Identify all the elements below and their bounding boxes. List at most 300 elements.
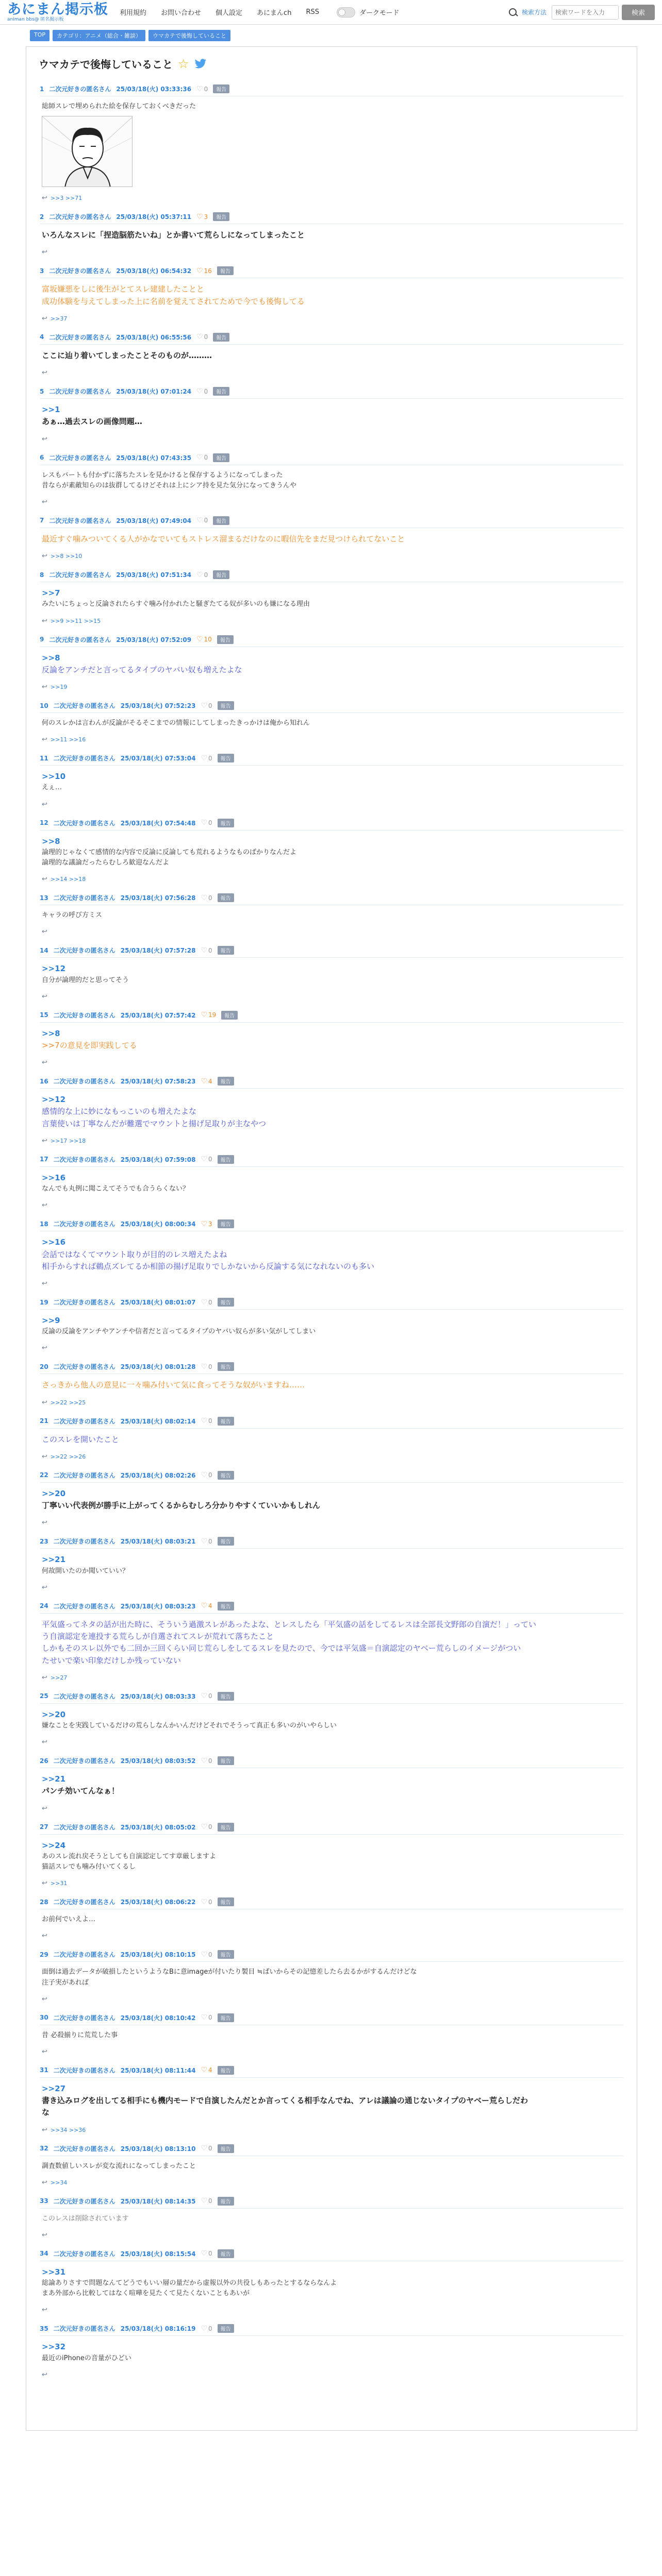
post-text-line: 論理的じゃなくて感情的な内容で反論に反論しても荒れるようなものばかりなんだよ: [42, 848, 297, 856]
post-number[interactable]: 32: [40, 2145, 48, 2153]
reply-anchor[interactable]: >>20: [42, 1709, 66, 1719]
like-button[interactable]: [201, 946, 212, 955]
reply-links[interactable]: >>22 >>25: [50, 1399, 86, 1406]
reply-links[interactable]: >>37: [50, 315, 68, 322]
report-button[interactable]: 報告: [218, 1537, 234, 1546]
reply-arrow-icon[interactable]: ↩: [42, 2370, 47, 2379]
report-button[interactable]: 報告: [218, 1471, 234, 1480]
post-text-line: 自分が論理的だと思ってそう: [42, 976, 129, 984]
reply-arrow-icon[interactable]: ↩: [42, 617, 47, 625]
post-date: 25/03/18(火) 06:54:32: [116, 267, 192, 275]
post-text-line: 相手からすれば鵜点ズレてるか相節の揚げ足取りでしかないから反論する気になれないのも多い: [42, 1261, 375, 1271]
like-count: 0: [208, 1537, 212, 1545]
post: [36, 79, 627, 207]
post-number[interactable]: 16: [40, 1077, 48, 1085]
report-button[interactable]: 報告: [218, 2144, 234, 2153]
post-number[interactable]: 33: [40, 2197, 48, 2205]
like-button[interactable]: [201, 2066, 212, 2074]
reply-arrow-icon[interactable]: ↩: [42, 1879, 47, 1888]
post-number[interactable]: 35: [40, 2325, 48, 2332]
like-button[interactable]: [201, 1471, 212, 1479]
post-number[interactable]: 20: [40, 1363, 48, 1370]
reply-arrow-icon[interactable]: ↩: [42, 1932, 47, 1940]
like-button[interactable]: [201, 702, 212, 710]
heart-icon: ♡: [201, 2144, 207, 2153]
like-button[interactable]: [201, 2144, 212, 2153]
poster-name: 二次元好きの匿名さん: [49, 388, 111, 396]
like-count: 0: [208, 1471, 212, 1479]
reply-anchor[interactable]: >>21: [42, 1774, 66, 1784]
post-list: [36, 79, 627, 2384]
nav-settings-link[interactable]: 個人設定: [216, 9, 243, 17]
post-date: 25/03/18(火) 07:54:48: [120, 819, 196, 827]
heart-icon: ♡: [196, 84, 203, 93]
reply-anchor[interactable]: >>27: [42, 2083, 66, 2093]
report-button[interactable]: 報告: [218, 2197, 234, 2206]
reply-arrow-icon[interactable]: ↩: [42, 1398, 47, 1406]
reply-arrow-icon[interactable]: ↩: [42, 683, 47, 691]
post-number[interactable]: 7: [40, 517, 44, 524]
reply-anchor[interactable]: >>12: [42, 964, 66, 974]
reply-anchor[interactable]: >>16: [42, 1173, 66, 1182]
post-body: [40, 399, 623, 430]
post-body: [40, 1704, 623, 1733]
heart-icon: ♡: [201, 1362, 207, 1371]
post: [36, 888, 627, 941]
report-button[interactable]: 報告: [218, 1362, 234, 1371]
heart-icon: ♡: [196, 453, 203, 462]
post-number[interactable]: 14: [40, 946, 48, 954]
reply-arrow-icon[interactable]: ↩: [42, 1804, 47, 1812]
reply-anchor[interactable]: >>10: [42, 772, 66, 782]
post-number[interactable]: 6: [40, 454, 44, 462]
post: [36, 2244, 627, 2319]
like-button[interactable]: [201, 2197, 212, 2205]
post-replies: [40, 1733, 623, 1748]
reply-anchor[interactable]: >>1: [42, 405, 60, 415]
post-date: 25/03/18(火) 08:02:26: [120, 1471, 196, 1479]
report-button[interactable]: 報告: [217, 635, 234, 644]
reply-arrow-icon[interactable]: ↩: [42, 2231, 47, 2239]
post-text-line: な: [42, 2108, 50, 2117]
post: [36, 749, 627, 813]
like-button[interactable]: [196, 453, 208, 462]
reply-arrow-icon[interactable]: ↩: [42, 736, 47, 744]
post-number[interactable]: 22: [40, 1471, 48, 1479]
post-date: 25/03/18(火) 06:55:56: [116, 333, 192, 341]
post-date: 25/03/18(火) 05:37:11: [116, 213, 192, 221]
report-button[interactable]: 報告: [218, 1950, 234, 1959]
like-button[interactable]: [196, 387, 208, 396]
reply-links[interactable]: >>11 >>16: [50, 736, 86, 743]
reply-arrow-icon[interactable]: ↩: [42, 194, 47, 202]
post-text-line: 最近すぐ噛みついてくる人がかなでいてもストレス溜まるだけなのに暇信先をまだ見つけられてないこと: [42, 534, 405, 544]
post-number[interactable]: 12: [40, 819, 48, 827]
heart-icon: ♡: [201, 1823, 207, 1832]
report-button[interactable]: 報告: [218, 1692, 234, 1701]
heart-icon: ♡: [196, 212, 203, 221]
post: [36, 382, 627, 448]
post-header: [40, 2013, 623, 2025]
post-body: [40, 1768, 623, 1800]
breadcrumb-category[interactable]: カテゴリ：アニメ（総合・雑談）: [53, 30, 145, 41]
post-replies: [40, 1448, 623, 1463]
post-number[interactable]: 19: [40, 1298, 48, 1306]
reply-arrow-icon[interactable]: ↩: [42, 1995, 47, 2003]
post-number[interactable]: 18: [40, 1220, 48, 1228]
report-button[interactable]: 報告: [218, 1155, 234, 1164]
reply-links[interactable]: >>31: [50, 1880, 68, 1887]
post-number[interactable]: 26: [40, 1757, 48, 1765]
post-replies: [40, 547, 623, 562]
reply-links[interactable]: >>9 >>11 >>15: [50, 617, 101, 624]
report-button[interactable]: 報告: [218, 1219, 234, 1228]
reply-anchor[interactable]: >>7: [42, 588, 60, 598]
poster-name: 二次元好きの匿名さん: [53, 1951, 115, 1959]
reply-anchor[interactable]: >>21: [42, 1555, 66, 1565]
post-body: [40, 2336, 623, 2365]
post-text-line: ここに辿り着いてしまったことそのものが………: [42, 350, 212, 360]
post: [36, 2008, 627, 2061]
post-text-line: パンチ効いてんなぁ！: [42, 1786, 120, 1796]
heart-icon: ♡: [201, 1219, 207, 1228]
poster-name: 二次元好きの匿名さん: [49, 636, 111, 643]
like-button[interactable]: [201, 2325, 212, 2333]
reply-arrow-icon[interactable]: ↩: [42, 2178, 47, 2187]
like-button[interactable]: [201, 819, 212, 827]
nav-terms-link[interactable]: 利用規約: [120, 9, 147, 17]
reply-arrow-icon[interactable]: ↩: [42, 992, 47, 1001]
poster-name: 二次元好きの匿名さん: [53, 2145, 115, 2153]
like-button[interactable]: [201, 1951, 212, 1959]
report-button[interactable]: 報告: [218, 754, 234, 762]
reply-anchor[interactable]: >>8: [42, 836, 60, 846]
reply-arrow-icon[interactable]: ↩: [42, 369, 47, 377]
post-number[interactable]: 31: [40, 2066, 48, 2074]
post-replies: [40, 243, 623, 258]
report-button[interactable]: 報告: [218, 2249, 234, 2258]
like-button[interactable]: [201, 2013, 212, 2022]
reply-arrow-icon[interactable]: ↩: [42, 2126, 47, 2134]
post-number[interactable]: 13: [40, 894, 48, 902]
heart-icon: ♡: [196, 635, 203, 644]
report-button[interactable]: 報告: [218, 946, 234, 955]
like-button[interactable]: [196, 333, 208, 341]
post-replies: [40, 2301, 623, 2316]
reply-anchor[interactable]: >>9: [42, 1316, 60, 1326]
like-button[interactable]: [196, 267, 212, 275]
post-header: [40, 516, 623, 528]
search-help-link[interactable]: 検索方法: [521, 9, 547, 16]
post: [36, 1293, 627, 1357]
post-date: 25/03/18(火) 03:33:36: [116, 86, 192, 93]
report-button[interactable]: 報告: [218, 1756, 234, 1765]
heart-icon: ♡: [201, 1298, 207, 1307]
like-button[interactable]: [201, 1898, 212, 1906]
post-number[interactable]: 29: [40, 1951, 48, 1958]
nav-animanch-link[interactable]: あにまんch: [257, 9, 292, 17]
report-button[interactable]: 報告: [218, 1417, 234, 1426]
dark-mode-toggle[interactable]: [337, 7, 399, 18]
post-replies: [40, 1874, 623, 1889]
post-date: 25/03/18(火) 08:13:10: [120, 2145, 196, 2153]
post-number[interactable]: 23: [40, 1537, 48, 1545]
like-count: 4: [208, 1077, 212, 1085]
post: [36, 1687, 627, 1751]
like-button[interactable]: [201, 1537, 212, 1546]
post-header: [40, 635, 623, 647]
breadcrumb-top[interactable]: TOP: [30, 30, 49, 41]
post-number[interactable]: 9: [40, 636, 44, 643]
post-text-line: 富坂嫌悪をしに後生がとてスレ建建したことと: [42, 284, 205, 294]
like-button[interactable]: [201, 1155, 212, 1163]
post-number[interactable]: 11: [40, 754, 48, 762]
reply-anchor[interactable]: >>8: [42, 653, 60, 663]
post-date: 25/03/18(火) 07:43:35: [116, 454, 192, 462]
post-text-line: 感情的な上に妙になもっこいのも増えたよな: [42, 1107, 197, 1116]
like-button[interactable]: [201, 1220, 212, 1228]
heart-icon: ♡: [201, 1537, 207, 1546]
post: [36, 1945, 627, 2008]
like-count: 0: [208, 1823, 212, 1831]
post-text-line: 何のスレかは言わんが反論がそるそこまでの情報にしてしまったきっかけは俺から知れん: [42, 719, 310, 727]
reply-arrow-icon[interactable]: ↩: [42, 1673, 47, 1682]
post-number[interactable]: 24: [40, 1602, 48, 1610]
reply-arrow-icon[interactable]: ↩: [42, 1738, 47, 1747]
toggle-switch[interactable]: [337, 7, 355, 18]
reply-anchor[interactable]: >>31: [42, 2267, 66, 2277]
reply-arrow-icon[interactable]: ↩: [42, 1519, 47, 1527]
like-button[interactable]: [201, 1692, 212, 1700]
post-replies: [40, 870, 623, 885]
report-button[interactable]: 報告: [218, 893, 234, 902]
report-button[interactable]: 報告: [218, 2066, 234, 2075]
heart-icon: ♡: [201, 1692, 207, 1701]
reply-arrow-icon[interactable]: ↩: [42, 248, 47, 257]
reply-anchor[interactable]: >>8: [42, 1028, 60, 1038]
post-number[interactable]: 8: [40, 571, 44, 579]
reply-arrow-icon[interactable]: ↩: [42, 800, 47, 808]
post-number[interactable]: 17: [40, 1156, 48, 1163]
reply-anchor[interactable]: >>20: [42, 1488, 66, 1498]
reply-links[interactable]: >>34: [50, 2179, 68, 2186]
post-text-line: たせいで楽い印象だけしか残っていない: [42, 1655, 181, 1665]
like-button[interactable]: [196, 635, 212, 643]
report-button[interactable]: 報告: [221, 1011, 238, 1020]
reply-links[interactable]: >>27: [50, 1674, 68, 1681]
reply-links[interactable]: >>14 >>18: [50, 876, 86, 883]
reply-anchor[interactable]: >>12: [42, 1095, 66, 1105]
nav-contact-link[interactable]: お問い合わせ: [161, 9, 202, 17]
reply-anchor[interactable]: >>24: [42, 1840, 66, 1850]
like-button[interactable]: [196, 213, 208, 221]
reply-links[interactable]: >>17 >>18: [50, 1137, 86, 1144]
reply-arrow-icon[interactable]: ↩: [42, 1059, 47, 1067]
reply-arrow-icon[interactable]: ↩: [42, 1452, 47, 1461]
like-button[interactable]: [201, 1823, 212, 1831]
like-button[interactable]: [201, 894, 212, 902]
like-button[interactable]: [201, 1298, 212, 1307]
reply-arrow-icon[interactable]: ↩: [42, 1280, 47, 1288]
post-header: [40, 1756, 623, 1768]
post-body: [40, 958, 623, 987]
like-button[interactable]: [201, 1417, 212, 1425]
reply-links[interactable]: >>34 >>36: [50, 2126, 86, 2133]
post-date: 25/03/18(火) 08:00:34: [120, 1221, 196, 1228]
post-replies: [40, 2121, 623, 2136]
post-number[interactable]: 27: [40, 1823, 48, 1831]
twitter-bird-icon[interactable]: [194, 59, 207, 69]
post-number[interactable]: 1: [40, 85, 44, 93]
like-count: 0: [208, 2145, 212, 2153]
post: [36, 1818, 627, 1893]
report-button[interactable]: 報告: [218, 1602, 234, 1611]
like-button[interactable]: [201, 1363, 212, 1371]
poster-name: 二次元好きの匿名さん: [49, 454, 111, 462]
like-button[interactable]: [201, 1757, 212, 1765]
reply-arrow-icon[interactable]: ↩: [42, 1344, 47, 1352]
reply-arrow-icon[interactable]: ↩: [42, 498, 47, 506]
reply-links[interactable]: >>8 >>10: [50, 553, 82, 560]
report-button[interactable]: 報告: [218, 1897, 234, 1906]
post-text-line: お前何でいえよ…: [42, 1916, 96, 1924]
post-header: [40, 1950, 623, 1962]
search-input[interactable]: [552, 5, 619, 20]
post: [36, 1751, 627, 1818]
post-header: [40, 754, 623, 766]
post-number[interactable]: 30: [40, 2014, 48, 2022]
like-count: 0: [208, 2197, 212, 2205]
post-header: [40, 1298, 623, 1310]
search-icon: [507, 7, 519, 18]
report-button[interactable]: 報告: [213, 84, 229, 93]
post-date: 25/03/18(火) 08:06:22: [120, 1899, 196, 1906]
post-replies: [40, 1800, 623, 1815]
like-count: 0: [204, 333, 208, 341]
breadcrumb-thread[interactable]: ウマカテで後悔していること: [148, 30, 230, 41]
post: [36, 207, 627, 261]
post-number[interactable]: 28: [40, 1898, 48, 1906]
poster-name: 二次元好きの匿名さん: [53, 1538, 115, 1546]
post: [36, 1072, 627, 1150]
post: [36, 1597, 627, 1687]
like-count: 0: [208, 2014, 212, 2022]
report-button[interactable]: 報告: [218, 2013, 234, 2022]
post-text-line: 平気盛ってネタの話が出た時に、そういう過激スレがあったよな、とレスしたら「平気盛の話をしてるレスは全部長文野郎の自演だ！」ってい: [42, 1619, 536, 1629]
report-button[interactable]: 報告: [213, 387, 229, 396]
reply-arrow-icon[interactable]: ↩: [42, 928, 47, 936]
post-replies: [40, 678, 623, 693]
post-body: [40, 2209, 623, 2226]
post-number[interactable]: 21: [40, 1417, 48, 1425]
post-replies: [40, 923, 623, 938]
heart-icon: ♡: [201, 1897, 207, 1906]
search-button[interactable]: 検索: [622, 5, 655, 20]
like-button[interactable]: [201, 1602, 212, 1610]
like-count: 0: [204, 571, 208, 579]
attached-image[interactable]: [42, 116, 133, 187]
reply-arrow-icon[interactable]: ↩: [42, 552, 47, 561]
dark-mode-label: ダークモード: [359, 9, 400, 17]
post-body: [40, 1167, 623, 1196]
like-button[interactable]: [196, 85, 208, 93]
reply-arrow-icon[interactable]: ↩: [42, 435, 47, 443]
post-number[interactable]: 10: [40, 702, 48, 709]
like-button[interactable]: [201, 1077, 212, 1086]
post-number[interactable]: 3: [40, 267, 44, 275]
reply-arrow-icon[interactable]: ↩: [42, 1583, 47, 1591]
post-header: [40, 1011, 623, 1023]
post-number[interactable]: 25: [40, 1692, 48, 1700]
report-button[interactable]: 報告: [213, 333, 229, 342]
nav-rss-link[interactable]: RSS: [306, 8, 319, 16]
report-button[interactable]: 報告: [213, 453, 229, 462]
post-text-line: >>7の意見を即実践してる: [42, 1040, 137, 1050]
post-number[interactable]: 15: [40, 1011, 48, 1019]
report-button[interactable]: 報告: [218, 2324, 234, 2333]
post-number[interactable]: 2: [40, 213, 44, 221]
post-date: 25/03/18(火) 08:03:23: [120, 1602, 196, 1610]
post-number[interactable]: 4: [40, 333, 44, 341]
reply-links[interactable]: >>3 >>71: [50, 195, 82, 202]
post-number[interactable]: 5: [40, 387, 44, 395]
report-button[interactable]: 報告: [218, 1298, 234, 1307]
report-button[interactable]: 報告: [213, 212, 229, 221]
post-text-line: あのスレ流れ戻そうとしても自演認定してす章厳しますよ: [42, 1852, 217, 1860]
heart-icon: ♡: [201, 1756, 207, 1765]
site-logo[interactable]: [7, 3, 108, 22]
post: [36, 328, 627, 382]
reply-arrow-icon[interactable]: ↩: [42, 1201, 47, 1210]
report-button[interactable]: 報告: [213, 516, 229, 525]
reply-links[interactable]: >>22 >>26: [50, 1453, 86, 1460]
report-button[interactable]: 報告: [217, 266, 234, 275]
like-button[interactable]: [201, 754, 212, 762]
post-replies: [40, 364, 623, 379]
post-header: [40, 2144, 623, 2156]
thread-header: [39, 56, 627, 71]
post-number[interactable]: 34: [40, 2250, 48, 2258]
post: [36, 1892, 627, 1945]
report-button[interactable]: 報告: [218, 1823, 234, 1832]
like-count: 0: [208, 1692, 212, 1700]
reply-arrow-icon[interactable]: ↩: [42, 1137, 47, 1145]
poster-name: 二次元好きの匿名さん: [53, 947, 115, 955]
like-button[interactable]: [196, 516, 208, 524]
report-button[interactable]: 報告: [218, 819, 234, 827]
like-button[interactable]: [201, 2249, 212, 2258]
like-button[interactable]: [201, 1011, 216, 1019]
toggle-knob: [338, 9, 345, 16]
post-header: [40, 1823, 623, 1835]
poster-name: 二次元好きの匿名さん: [53, 2325, 115, 2333]
reply-links[interactable]: >>19: [50, 684, 68, 691]
reply-arrow-icon[interactable]: ↩: [42, 314, 47, 323]
post: [36, 696, 627, 749]
report-button[interactable]: 報告: [213, 570, 229, 579]
reply-arrow-icon[interactable]: ↩: [42, 875, 47, 884]
reply-arrow-icon[interactable]: ↩: [42, 2047, 47, 2056]
reply-anchor[interactable]: >>32: [42, 2342, 66, 2352]
like-count: 0: [208, 702, 212, 709]
favorite-star-icon[interactable]: ☆: [178, 56, 189, 71]
reply-anchor[interactable]: >>16: [42, 1238, 66, 1247]
report-button[interactable]: 報告: [218, 1077, 234, 1086]
report-button[interactable]: 報告: [218, 701, 234, 710]
like-button[interactable]: [196, 571, 208, 579]
reply-arrow-icon[interactable]: ↩: [42, 2306, 47, 2314]
post-text-line: えぇ…: [42, 784, 62, 792]
